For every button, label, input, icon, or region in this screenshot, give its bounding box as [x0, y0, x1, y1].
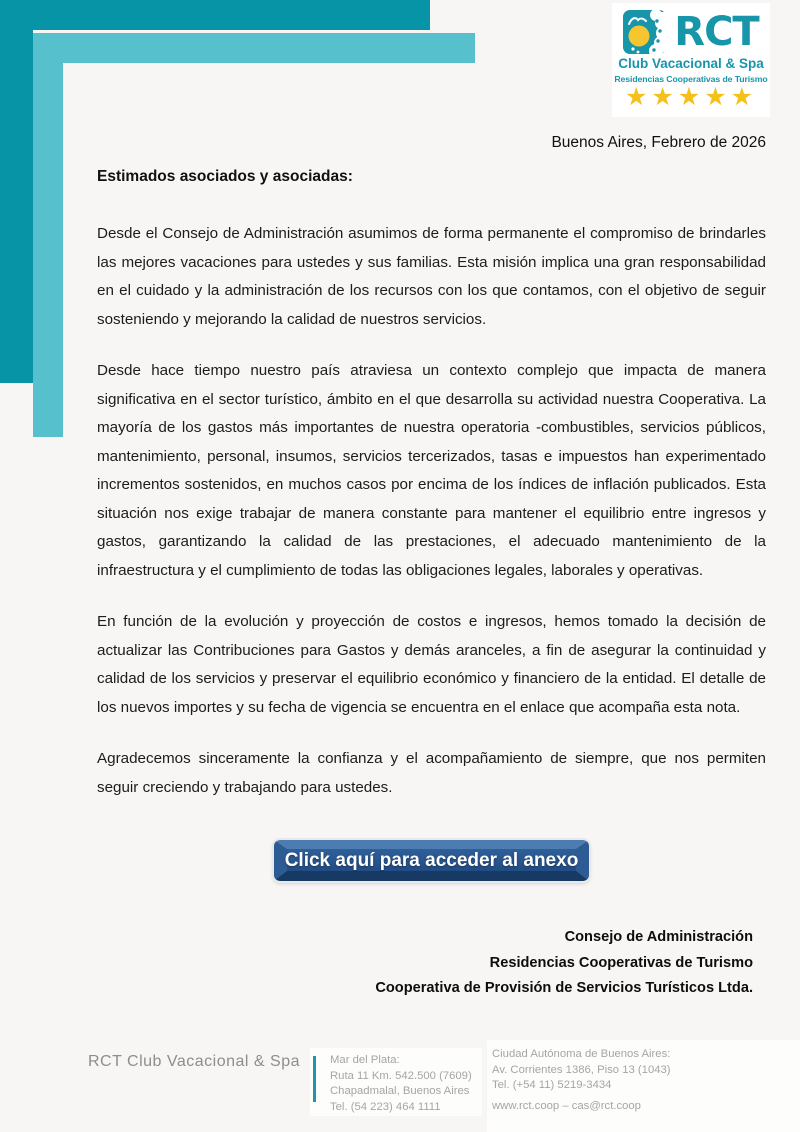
- greeting: Estimados asociados y asociadas:: [97, 168, 353, 185]
- date-line: Buenos Aires, Febrero de 2026: [551, 134, 766, 151]
- location-address-line: Av. Corrientes 1386, Piso 13 (1043): [492, 1063, 671, 1076]
- logo-tagline: Club Vacacional & Spa: [618, 56, 764, 71]
- location-address-line: Chapadmalal, Buenos Aires: [330, 1085, 470, 1098]
- paragraph-3: En función de la evolución y proyección de costos e ingresos, hemos tomado la decisión de actualizar las Contribuciones para Gastos y demás aranceles, a fin de asegurar la continuidad y calidad de los servicios y preservar el equilibrio económico y financiero de la entidad. El detalle de los nuevos importes y su fecha de vigencia se encuentra en el enlace que acompaña esta nota.: [97, 613, 766, 716]
- paragraph-1: Desde el Consejo de Administración asumimos de forma permanente el compromiso de brindarles las mejores vacaciones para ustedes y sus familias. Esta misión implica una gran responsabilidad en el cuidado y la administración de los recursos con los que contamos, con el objetivo de seguir sosteniendo y mejorando la calidad de nuestros servicios.: [97, 225, 766, 328]
- decor-light-teal-left-bar: [33, 33, 63, 437]
- signature-line-2: Residencias Cooperativas de Turismo: [489, 954, 753, 971]
- footer-accent-bar: [313, 1056, 316, 1102]
- logo-brand-text: RCT: [674, 9, 759, 55]
- annex-link-button[interactable]: [274, 840, 589, 881]
- logo-row: [623, 10, 758, 54]
- paragraph-4: Agradecemos sinceramente la confianza y el acompañamiento de siempre, que nos permiten seguir creciendo y trabajando para ustedes.: [97, 750, 766, 796]
- footer-location-buenos-aires: [492, 1047, 671, 1114]
- signature-line-1: Consejo de Administración: [564, 929, 753, 945]
- footer-location-mar-del-plata: [330, 1053, 472, 1115]
- decor-dark-teal-top-bar: [0, 0, 430, 30]
- location-title: Mar del Plata:: [330, 1054, 400, 1066]
- website-email-link[interactable]: www.rct.coop – cas@rct.coop: [492, 1099, 641, 1112]
- location-title: Ciudad Autónoma de Buenos Aires:: [492, 1048, 671, 1060]
- location-phone-line: Tel. (54 223) 464 1111: [330, 1100, 441, 1113]
- annex-button-label: Click aquí para acceder al anexo: [284, 849, 579, 871]
- paragraph-2: Desde hace tiempo nuestro país atraviesa un contexto complejo que impacta de manera significativa en el sector turístico, ámbito en el que desarrolla su actividad nuestra Cooperativa. La mayoría de los gastos más importantes de nuestra operatoria -combustibles, servicios públicos, mantenimiento, personal, insumos, servicios tercerizados, tasas e impuestos han experimentado incrementos sostenidos, en muchos casos por encima de los índices de inflación publicados. Esta situación nos exige trabajar de manera constante para mantener el equilibrio entre ingresos y gastos, garantizando la calidad de las prestaciones, el adecuado mantenimiento de la infraestructura y el cumplimiento de todas las obligaciones legales, laborales y operativas.: [97, 362, 766, 579]
- location-phone-line: Tel. (+54 11) 5219-3434: [492, 1079, 612, 1092]
- logo-subtitle: Residencias Cooperativas de Turismo: [614, 74, 768, 84]
- button-row: [97, 840, 766, 881]
- five-stars-icon: ★★★★★: [624, 82, 758, 111]
- sun-coast-icon: [623, 10, 669, 54]
- decor-dark-teal-left-bar: [0, 0, 33, 383]
- signature-block: [97, 925, 766, 1002]
- rct-logo: [612, 3, 770, 117]
- letter-content: [97, 134, 766, 1002]
- location-address-line: Ruta 11 Km. 542.500 (7609): [330, 1069, 472, 1082]
- signature-line-3: Cooperativa de Provisión de Servicios Turísticos Ltda.: [375, 980, 753, 996]
- decor-light-teal-top-bar: [33, 33, 475, 63]
- footer-brand: RCT Club Vacacional & Spa: [88, 1053, 301, 1070]
